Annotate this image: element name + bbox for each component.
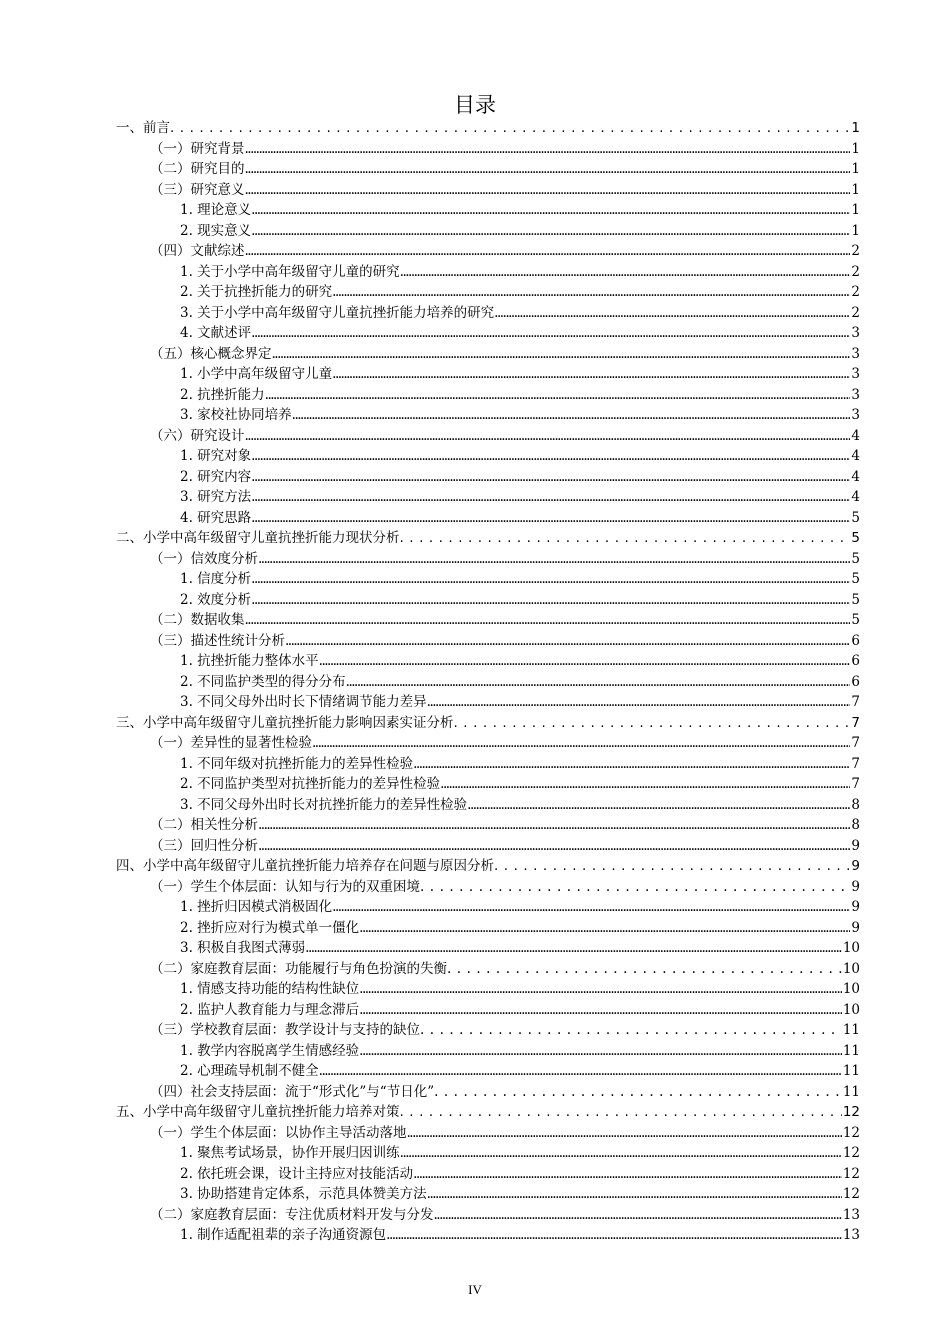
toc-dot-leader <box>258 815 850 835</box>
toc-entry-page: 8 <box>851 796 860 813</box>
toc-entry-page: 6 <box>851 632 860 649</box>
toc-entry-page: 9 <box>851 899 860 915</box>
toc-entry[interactable] <box>116 713 860 733</box>
toc-entry[interactable] <box>150 1123 860 1143</box>
toc-entry-page: 7 <box>851 755 860 772</box>
toc-dot-leader <box>251 590 850 610</box>
toc-entry-title: 三、小学中高年级留守儿童抗挫折能力影响因素实证分析 <box>116 714 454 731</box>
toc-dot-leader <box>332 282 850 302</box>
toc-dot-leader <box>359 1000 842 1020</box>
toc-entry[interactable] <box>180 446 860 466</box>
toc-dot-leader <box>251 508 850 528</box>
toc-entry[interactable] <box>180 385 860 405</box>
toc-dot-leader <box>420 877 850 897</box>
toc-entry-title: （六）研究设计 <box>150 427 245 444</box>
toc-entry-title: 1. 小学中高年级留守儿童 <box>180 366 333 382</box>
toc-entry-page: 12 <box>842 1104 860 1120</box>
toc-entry-page: 5 <box>851 509 860 526</box>
toc-entry-page: 5 <box>851 612 860 628</box>
toc-entry[interactable] <box>116 118 860 138</box>
toc-entry-title: 1. 研究对象 <box>180 448 252 464</box>
toc-entry[interactable] <box>150 159 860 179</box>
toc-dot-leader <box>272 344 851 364</box>
toc-entry[interactable] <box>180 323 860 343</box>
toc-entry[interactable] <box>180 1225 860 1245</box>
toc-entry[interactable] <box>180 754 860 774</box>
toc-entry[interactable] <box>150 610 860 630</box>
toc-dot-leader <box>245 159 851 179</box>
toc-dot-leader <box>245 426 851 446</box>
toc-entry[interactable] <box>180 405 860 425</box>
toc-entry-page: 13 <box>842 1206 860 1223</box>
toc-entry-title: 2. 挫折应对行为模式单一僵化 <box>180 919 360 936</box>
toc-entry-title: 2. 不同监护类型的得分分布 <box>180 673 346 690</box>
toc-entry-title: 1. 挫折归因模式消极固化 <box>180 899 333 915</box>
toc-dot-leader <box>454 713 851 733</box>
toc-entry-title: （一）学生个体层面：认知与行为的双重困境 <box>150 878 420 895</box>
toc-entry-title: 2. 依托班会课，设计主持应对技能活动 <box>180 1165 414 1182</box>
toc-entry[interactable] <box>150 733 860 753</box>
toc-entry-page: 13 <box>842 1227 860 1243</box>
toc-entry[interactable] <box>116 528 860 548</box>
toc-entry-page: 5 <box>851 571 860 587</box>
toc-entry-title: 二、小学中高年级留守儿童抗挫折能力现状分析 <box>116 530 400 546</box>
toc-entry[interactable] <box>116 856 860 876</box>
toc-entry-title: 2. 心理疏导机制不健全 <box>180 1063 319 1079</box>
toc-dot-leader <box>400 528 851 548</box>
toc-entry-page: 4 <box>851 489 860 505</box>
toc-dot-leader <box>332 364 850 384</box>
toc-dot-leader <box>400 1102 842 1122</box>
toc-entry[interactable] <box>180 979 860 999</box>
toc-entry-page: 3 <box>851 366 860 382</box>
toc-entry-title: 3. 不同父母外出时长下情绪调节能力差异 <box>180 694 427 710</box>
toc-entry-title: 2. 抗挫折能力 <box>180 386 265 403</box>
toc-dot-leader <box>312 733 850 753</box>
toc-entry-title: 1. 信度分析 <box>180 571 252 587</box>
toc-dot-leader <box>407 1123 842 1143</box>
toc-entry-page: 11 <box>842 1042 860 1059</box>
toc-entry-page: 10 <box>842 940 860 956</box>
toc-entry[interactable] <box>150 241 860 261</box>
toc-entry-title: 2. 现实意义 <box>180 222 252 239</box>
toc-entry-page: 10 <box>842 981 860 997</box>
toc-entry-title: （二）家庭教育层面：功能履行与角色扮演的失衡 <box>150 960 447 977</box>
toc-entry[interactable] <box>150 344 860 364</box>
toc-entry[interactable] <box>180 364 860 384</box>
toc-dot-leader <box>170 118 850 138</box>
toc-entry[interactable] <box>180 487 860 507</box>
toc-entry-page: 1 <box>851 202 860 218</box>
toc-entry-title: 一、前言 <box>116 120 170 136</box>
toc-entry-page: 11 <box>842 1063 860 1079</box>
toc-entry-page: 9 <box>851 878 860 895</box>
toc-entry-page: 5 <box>851 550 860 567</box>
toc-entry-title: 1. 不同年级对抗挫折能力的差异性检验 <box>180 755 414 772</box>
toc-entry-page: 3 <box>851 345 860 362</box>
toc-entry-title: 3. 积极自我图式薄弱 <box>180 940 306 956</box>
toc-entry-page: 10 <box>842 1001 860 1018</box>
toc-dot-leader <box>467 795 850 815</box>
toc-entry-title: 1. 教学内容脱离学生情感经验 <box>180 1042 360 1059</box>
toc-entry-page: 2 <box>851 243 860 259</box>
page-number: IV <box>468 1282 482 1297</box>
toc-entry-page: 6 <box>851 653 860 669</box>
toc-entry[interactable] <box>180 221 860 241</box>
toc-entry-page: 4 <box>851 427 860 444</box>
toc-entry[interactable] <box>180 1061 860 1081</box>
toc-entry[interactable] <box>150 1205 860 1225</box>
toc-dot-leader <box>319 651 851 671</box>
toc-entry[interactable] <box>180 672 860 692</box>
toc-entry-title: 1. 抗挫折能力整体水平 <box>180 653 319 669</box>
toc-entry-title: 1. 情感支持功能的结构性缺位 <box>180 981 360 997</box>
toc-entry-page: 12 <box>842 1186 860 1202</box>
toc-dot-leader <box>251 569 850 589</box>
toc-entry-page: 7 <box>851 735 860 751</box>
toc-entry-title: 4. 文献述评 <box>180 325 252 341</box>
toc-entry-title: （一）差异性的显著性检验 <box>150 735 312 751</box>
toc-entry[interactable] <box>150 139 860 159</box>
toc-entry-page: 7 <box>851 694 860 710</box>
toc-entry-title: 2. 监护人教育能力与理念滞后 <box>180 1001 360 1018</box>
toc-dot-leader <box>258 549 850 569</box>
toc-entry-page: 11 <box>842 1083 860 1100</box>
toc-dot-leader <box>251 487 850 507</box>
toc-entry[interactable] <box>180 1184 860 1204</box>
toc-entry-page: 7 <box>851 714 860 731</box>
toc-dot-leader <box>332 897 850 917</box>
toc-entry-title: （一）研究背景 <box>150 140 245 157</box>
toc-entry-title: 2. 关于抗挫折能力的研究 <box>180 284 333 300</box>
toc-entry[interactable] <box>150 180 860 200</box>
toc-entry[interactable] <box>180 897 860 917</box>
toc-entry-title: 3. 研究方法 <box>180 489 252 505</box>
toc-entry[interactable] <box>150 1020 860 1040</box>
toc-entry-title: 3. 不同父母外出时长对抗挫折能力的差异性检验 <box>180 796 468 813</box>
toc-dot-leader <box>251 200 850 220</box>
toc-entry[interactable] <box>180 262 860 282</box>
toc-dot-leader <box>420 1020 842 1040</box>
toc-entry[interactable] <box>150 815 860 835</box>
toc-dot-leader <box>305 938 842 958</box>
toc-entry-page: 1 <box>851 222 860 239</box>
toc-dot-leader <box>427 1184 842 1204</box>
toc-entry-title: （二）相关性分析 <box>150 817 258 833</box>
toc-entry-title: 1. 关于小学中高年级留守儿童的研究 <box>180 263 400 280</box>
toc-entry[interactable] <box>150 1082 860 1102</box>
toc-title: 目录 <box>454 93 496 117</box>
toc-entry[interactable] <box>150 959 860 979</box>
toc-dot-leader <box>251 467 850 487</box>
toc-entry-title: 4. 研究思路 <box>180 509 252 526</box>
toc-entry[interactable] <box>180 508 860 528</box>
toc-entry[interactable] <box>180 590 860 610</box>
toc-entry-title: （二）家庭教育层面：专注优质材料开发与分发 <box>150 1206 434 1223</box>
toc-entry[interactable] <box>150 877 860 897</box>
toc-dot-leader <box>386 1225 842 1245</box>
toc-entry-title: 3. 家校社协同培养 <box>180 407 292 423</box>
toc-entry[interactable] <box>150 549 860 569</box>
toc-entry-page: 1 <box>851 161 860 177</box>
toc-entry-title: （三）描述性统计分析 <box>150 632 285 649</box>
toc-entry-page: 12 <box>842 1145 860 1161</box>
toc-entry-page: 6 <box>851 673 860 690</box>
toc-entry[interactable] <box>180 795 860 815</box>
toc-entry-page: 9 <box>851 858 860 874</box>
toc-entry-page: 10 <box>842 960 860 977</box>
toc-entry[interactable] <box>180 1000 860 1020</box>
toc-entry[interactable] <box>180 467 860 487</box>
toc-entry-page: 11 <box>842 1022 860 1038</box>
toc-entry[interactable] <box>180 569 860 589</box>
toc-dot-leader <box>245 139 851 159</box>
toc-entry-title: 3. 协助搭建肯定体系，示范具体赞美方法 <box>180 1186 427 1202</box>
toc-entry-page: 1 <box>851 120 860 136</box>
toc-dot-leader <box>251 221 850 241</box>
toc-entry[interactable] <box>150 631 860 651</box>
toc-entry-title: 1. 理论意义 <box>180 202 252 218</box>
toc-entry-title: （二）数据收集 <box>150 612 245 628</box>
toc-dot-leader <box>359 1041 842 1061</box>
toc-dot-leader <box>434 1082 842 1102</box>
toc-entry-page: 1 <box>851 181 860 198</box>
toc-entry-page: 9 <box>851 837 860 854</box>
toc-entry[interactable] <box>180 774 860 794</box>
toc-entry[interactable] <box>180 1164 860 1184</box>
toc-dot-leader <box>265 385 851 405</box>
toc-entry-title: 1. 制作适配祖辈的亲子沟通资源包 <box>180 1227 387 1243</box>
toc-entry[interactable] <box>150 426 860 446</box>
toc-dot-leader <box>245 241 851 261</box>
toc-entry-title: （一）信效度分析 <box>150 550 258 567</box>
toc-entry-title: （三）研究意义 <box>150 181 245 198</box>
toc-entry-title: 四、小学中高年级留守儿童抗挫折能力培养存在问题与原因分析 <box>116 858 494 874</box>
toc-entry-title: （一）学生个体层面：以协作主导活动落地 <box>150 1124 407 1141</box>
toc-entry-title: （二）研究目的 <box>150 161 245 177</box>
toc-dot-leader <box>440 774 850 794</box>
toc-entry-title: （五）核心概念界定 <box>150 345 272 362</box>
toc-entry-page: 8 <box>851 817 860 833</box>
toc-entry[interactable] <box>116 1102 860 1122</box>
toc-entry-page: 12 <box>842 1165 860 1182</box>
toc-entry-page: 3 <box>851 407 860 423</box>
toc-entry[interactable] <box>180 1041 860 1061</box>
toc-dot-leader <box>400 1143 842 1163</box>
toc-entry-page: 2 <box>851 263 860 280</box>
toc-entry-page: 1 <box>851 140 860 157</box>
toc-entry-page: 7 <box>851 776 860 792</box>
toc-dot-leader <box>251 323 850 343</box>
toc-entry-title: 五、小学中高年级留守儿童抗挫折能力培养对策 <box>116 1104 400 1120</box>
toc-entry-page: 3 <box>851 386 860 403</box>
toc-entry-page: 12 <box>842 1124 860 1141</box>
toc-entry[interactable] <box>180 200 860 220</box>
toc-entry[interactable] <box>180 692 860 712</box>
toc-dot-leader <box>285 631 850 651</box>
toc-entry-title: （四）文献综述 <box>150 243 245 259</box>
toc-dot-leader <box>251 446 850 466</box>
toc-entry-title: 3. 关于小学中高年级留守儿童抗挫折能力培养的研究 <box>180 304 495 321</box>
toc-dot-leader <box>359 918 850 938</box>
toc-entry-title: 2. 不同监护类型对抗挫折能力的差异性检验 <box>180 776 441 792</box>
toc-dot-leader <box>258 836 850 856</box>
toc-entry-page: 5 <box>851 530 860 546</box>
toc-entry[interactable] <box>180 1143 860 1163</box>
toc-entry[interactable] <box>150 836 860 856</box>
toc-dot-leader <box>447 959 842 979</box>
toc-entry-page: 9 <box>851 919 860 936</box>
toc-entry-title: （三）学校教育层面：教学设计与支持的缺位 <box>150 1022 420 1038</box>
toc-entry[interactable] <box>180 303 860 323</box>
toc-entry-page: 5 <box>851 591 860 608</box>
toc-entry-title: 1. 聚焦考试场景，协作开展归因训练 <box>180 1145 400 1161</box>
toc-dot-leader <box>494 856 850 876</box>
toc-entry-title: 2. 效度分析 <box>180 591 252 608</box>
toc-dot-leader <box>292 405 851 425</box>
toc-entry[interactable] <box>180 938 860 958</box>
toc-dot-leader <box>427 692 851 712</box>
toc-entry-page: 3 <box>851 325 860 341</box>
toc-dot-leader <box>359 979 842 999</box>
toc-dot-leader <box>319 1061 842 1081</box>
toc-dot-leader <box>400 262 851 282</box>
toc-entry-page: 4 <box>851 468 860 485</box>
toc-entry-page: 2 <box>851 304 860 321</box>
toc-dot-leader <box>245 610 851 630</box>
toc-entry-title: 2. 研究内容 <box>180 468 252 485</box>
toc-entry-page: 4 <box>851 448 860 464</box>
toc-dot-leader <box>494 303 850 323</box>
toc-entry[interactable] <box>180 918 860 938</box>
toc-entry-title: （四）社会支持层面：流于“形式化”与“节日化” <box>150 1083 435 1100</box>
toc-entry-title: （三）回归性分析 <box>150 837 258 854</box>
toc-dot-leader <box>346 672 851 692</box>
toc-dot-leader <box>413 754 850 774</box>
toc-dot-leader <box>413 1164 842 1184</box>
toc-dot-leader <box>245 180 851 200</box>
toc-entry[interactable] <box>180 282 860 302</box>
toc-entry-page: 2 <box>851 284 860 300</box>
toc-dot-leader <box>434 1205 842 1225</box>
toc-entry[interactable] <box>180 651 860 671</box>
